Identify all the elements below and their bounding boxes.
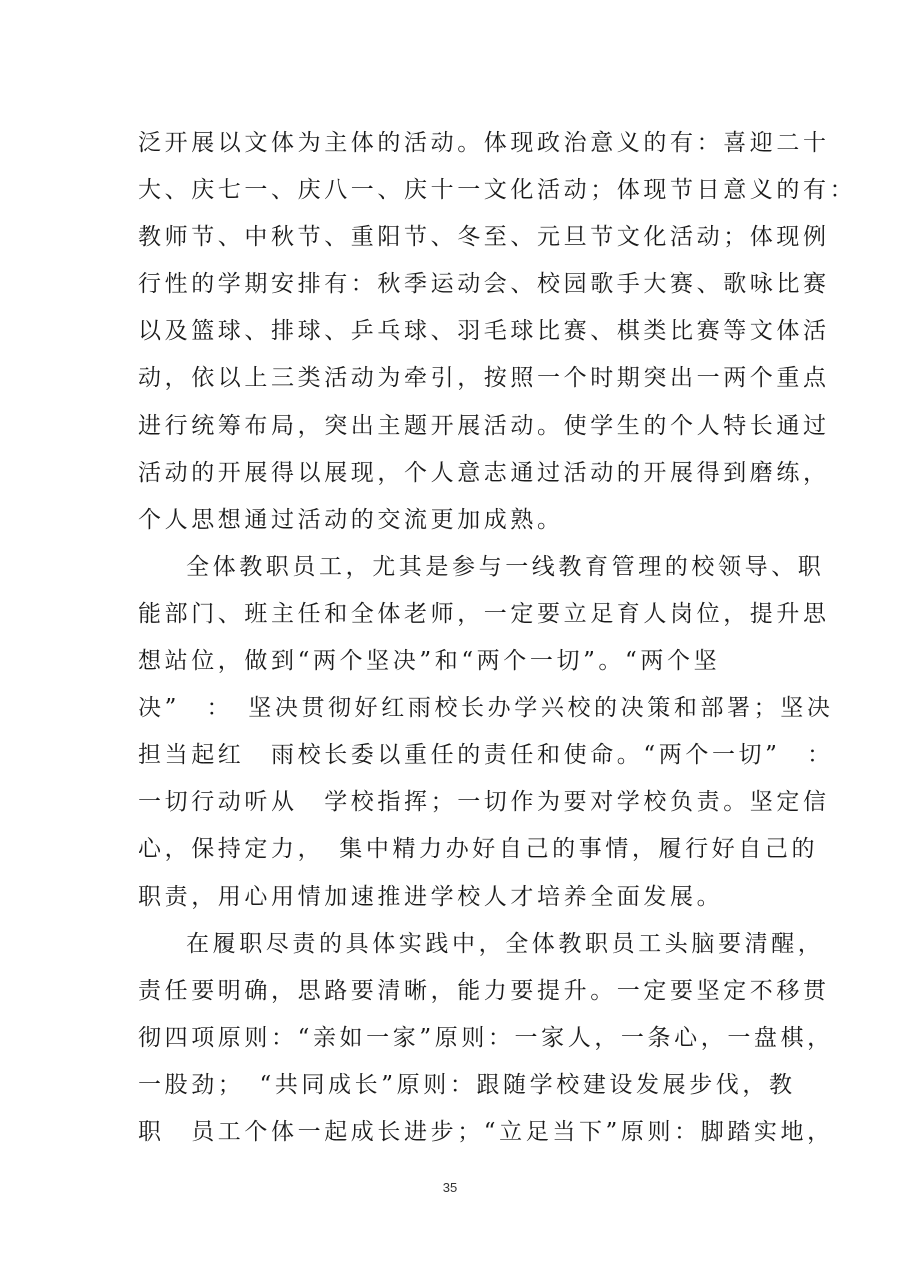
text-line: 以及篮球、排球、乒乓球、羽毛球比赛、棋类比赛等文体活 <box>138 318 830 345</box>
paragraph-start-line: 在履职尽责的具体实践中，全体教职员工头脑要清醒， <box>186 930 825 957</box>
text-line: 职责，用心用情加速推进学校人才培养全面发展。 <box>138 883 724 910</box>
text-line: 个人思想通过活动的交流更加成熟。 <box>138 506 564 533</box>
text-line: 职 员工个体一起成长进步；“立足当下”原则：脚踏实地， <box>138 1118 834 1145</box>
text-line: 动，依以上三类活动为牵引，按照一个时期突出一两个重点 <box>138 365 830 392</box>
text-line: 想站位，做到“两个坚决”和“两个一切”。“两个坚 <box>138 648 721 675</box>
text-line: 行性的学期安排有：秋季运动会、校园歌手大赛、歌咏比赛 <box>138 271 830 298</box>
text-line: 活动的开展得以展现，个人意志通过活动的开展得到磨练， <box>138 459 830 486</box>
text-line: 能部门、班主任和全体老师，一定要立足育人岗位，提升思 <box>138 600 830 627</box>
text-line: 进行统筹布局，突出主题开展活动。使学生的个人特长通过 <box>138 412 830 439</box>
text-line: 责任要明确，思路要清晰，能力要提升。一定要坚定不移贯 <box>138 977 830 1004</box>
text-line: 决” ： 坚决贯彻好红雨校长办学兴校的决策和部署；坚决 <box>138 695 834 722</box>
paragraph-start-line: 全体教职员工，尤其是参与一线教育管理的校领导、职 <box>186 553 825 580</box>
text-line: 泛开展以文体为主体的活动。体现政治意义的有：喜迎二十 <box>138 130 830 156</box>
text-line: 担当起红 雨校长委以重任的责任和使命。“两个一切” ： <box>138 742 834 769</box>
text-line: 大、庆七一、庆八一、庆十一文化活动；体现节日意义的有： <box>138 177 857 204</box>
text-line: 一股劲； “共同成长”原则：跟随学校建设发展步伐，教 <box>138 1071 796 1098</box>
text-line: 心，保持定力， 集中精力办好自己的事情，履行好自己的 <box>138 836 819 863</box>
text-line: 教师节、中秋节、重阳节、冬至、元旦节文化活动；体现例 <box>138 224 830 251</box>
text-line: 彻四项原则：“亲如一家”原则：一家人，一条心，一盘棋， <box>138 1024 834 1051</box>
page-number: 35 <box>442 1180 458 1195</box>
body-text <box>138 120 857 1156</box>
text-line: 一切行动听从 学校指挥；一切作为要对学校负责。坚定信 <box>138 789 830 816</box>
